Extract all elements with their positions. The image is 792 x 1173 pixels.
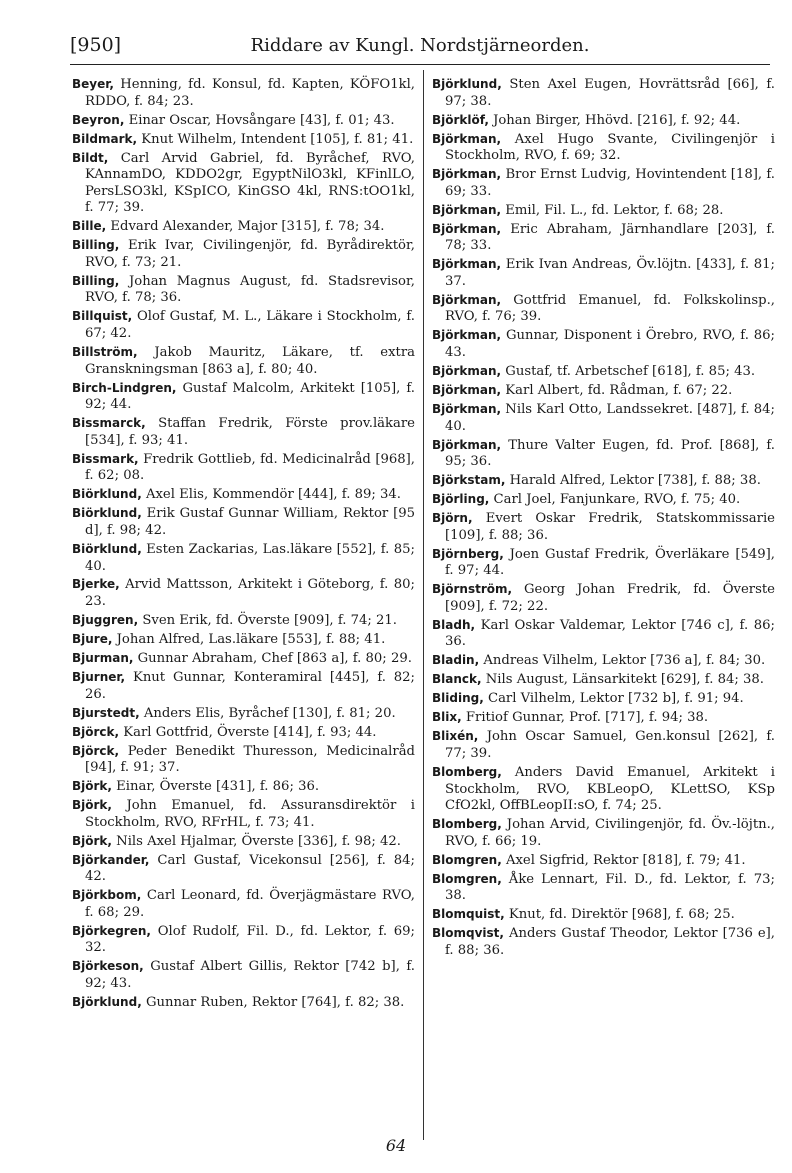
entry-surname: Blomberg, [432,764,502,779]
entry-details: Fritiof Gunnar, Prof. [717], f. 94; 38. [461,710,709,726]
right-column [432,76,775,961]
entry-surname: Billström, [72,345,138,360]
entry-details: Johan Birger, Hhövd. [216], f. 92; 44. [488,112,741,128]
entry-surname: Biörklund, [72,541,142,556]
entry-surname: Björk, [72,833,112,848]
register-entry [432,221,775,255]
register-entry [72,778,415,796]
register-entry [432,363,775,381]
entry-details: Thure Valter Eugen, fd. Prof. [868], f. 95; 36. [445,437,775,470]
entry-surname: Biörklund, [72,506,142,521]
entry-details: Einar, Överste [431], f. 86; 36. [111,779,320,795]
page-number: 64 [385,1136,407,1155]
entry-surname: Beyron, [72,112,125,127]
entry-details: Karl Albert, fd. Rådman, f. 67; 22. [501,383,733,398]
entry-details: Andreas Vilhelm, Lektor [736 a], f. 84; 30. [479,653,766,669]
entry-details: Georg Johan Fredrik, fd. Överste [909], f. 72; 22. [445,582,775,614]
register-entry [432,617,775,651]
register-entry [72,451,415,485]
register-entry [432,491,775,509]
register-entry [72,273,415,307]
register-entry [432,202,775,220]
entry-surname: Björn, [432,511,473,526]
entry-surname: Björklöf, [432,112,489,127]
entry-details: Karl Oskar Valdemar, Lektor [746 c], f. 86; 36. [445,617,775,650]
register-entry [432,925,775,959]
register-entry [432,437,775,471]
register-entry [72,150,415,217]
entry-details: Harald Alfred, Lektor [738], f. 88; 38. [505,473,761,489]
register-entry [432,690,775,708]
register-entry [72,923,415,957]
register-entry [72,994,415,1012]
entry-surname: Blanck, [432,672,482,687]
entry-details: Jakob Mauritz, Läkare, tf. extra Granskningsman [863 a], f. 80; 40. [85,345,415,377]
entry-details: Anders David Emanuel, Arkitekt i Stockholm, RVO, KBLeopO, KLettSO, KSp CfO2kl, OffBLeopII:sO, f. 74; 25. [445,764,775,814]
entry-surname: Bjuggren, [72,613,139,628]
entry-surname: Björkman, [432,292,502,307]
entry-details: Axel Elis, Kommendör [444], f. 89; 34. [141,487,401,503]
register-entry [72,218,415,236]
entry-details: Karl Gottfrid, Överste [414], f. 93; 44. [119,724,377,740]
entry-surname: Biörklund, [72,487,142,502]
entry-surname: Björkegren, [72,923,151,938]
entry-details: Bror Ernst Ludvig, Hovintendent [18], f. 69; 33. [445,167,775,199]
entry-surname: Björk, [72,798,112,813]
register-entry [432,652,775,670]
entry-surname: Björkman, [432,202,502,217]
register-entry [72,76,415,110]
entry-surname: Björkman, [432,383,502,397]
entry-details: Nils Karl Otto, Landssekret. [487], f. 84; 40. [445,401,775,434]
entry-details: Åke Lennart, Fil. D., fd. Lektor, f. 73; 38. [445,871,775,904]
entry-details: Gunnar Abraham, Chef [863 a], f. 80; 29. [133,651,412,667]
register-entry [72,486,415,504]
register-entry [72,505,415,539]
entry-surname: Billing, [72,273,120,288]
entry-surname: Bliding, [432,691,484,706]
entry-details: Nils August, Länsarkitekt [629], f. 84; 38. [481,672,764,688]
entry-details: Knut Gunnar, Konteramiral [445], f. 82; 26. [85,670,415,702]
left-column [72,76,415,1013]
register-entry [72,724,415,742]
register-entry [432,131,775,165]
entry-surname: Björling, [432,492,490,507]
entry-surname: Blix, [432,710,462,725]
register-entry [72,833,415,851]
entry-surname: Blomberg, [432,817,502,832]
register-entry [432,671,775,689]
entry-details: Johan Arvid, Civilingenjör, fd. Öv.-löjtn., RVO, f. 66; 19. [445,817,775,849]
entry-surname: Bildt, [72,150,109,165]
entry-surname: Bjurner, [72,670,126,685]
entry-details: Olof Rudolf, Fil. D., fd. Lektor, f. 69; 32. [85,923,415,956]
entry-surname: Björkman, [432,131,502,146]
entry-surname: Björck, [72,743,120,758]
entry-details: Arvid Mattsson, Arkitekt i Göteborg, f. 80; 23. [85,577,415,610]
entry-surname: Björck, [72,724,120,739]
register-entry [432,871,775,905]
entry-details: Erik Gustaf Gunnar William, Rektor [95 d], f. 98; 42. [85,506,415,538]
entry-surname: Björkman, [432,167,502,182]
entry-details: John Oscar Samuel, Gen.konsul [262], f. 77; 39. [445,729,775,761]
entry-details: Gustaf, tf. Arbetschef [618], f. 85; 43. [501,364,756,380]
entry-details: Carl Vilhelm, Lektor [732 b], f. 91; 94. [483,691,744,707]
entry-surname: Björnberg, [432,546,504,561]
entry-surname: Bladin, [432,653,480,668]
entry-surname: Björkeson, [72,959,144,974]
entry-details: Staffan Fredrik, Förste prov.läkare [534], f. 93; 41. [85,416,415,448]
entry-details: Peder Benedikt Thuresson, Medicinalråd [94], f. 91; 37. [85,743,415,776]
register-entry [72,131,415,149]
register-entry [432,510,775,544]
register-entry [432,112,775,130]
entry-details: Olof Gustaf, M. L., Läkare i Stockholm, f. 67; 42. [85,309,415,342]
register-entry [72,958,415,992]
entry-surname: Bildmark, [72,131,138,146]
entry-surname: Billquist, [72,309,133,324]
entry-details: Knut Wilhelm, Intendent [105], f. 81; 41. [137,131,414,147]
entry-details: Eric Abraham, Järnhandlare [203], f. 78; 33. [445,221,775,254]
entry-details: Erik Ivar, Civilingenjör, fd. Byrådirektör, RVO, f. 73; 21. [85,238,415,270]
register-entry [72,576,415,610]
register-entry [432,816,775,850]
entry-details: Johan Alfred, Las.läkare [553], f. 88; 41. [112,632,386,648]
entry-details: Henning, fd. Konsul, fd. Kapten, KÖFO1kl, RDDO, f. 84; 23. [85,77,415,109]
entry-details: Axel Hugo Svante, Civilingenjör i Stockholm, RVO, f. 69; 32. [445,131,775,164]
entry-surname: Bissmarck, [72,416,146,431]
entry-surname: Bjurstedt, [72,705,140,720]
entry-details: Gottfrid Emanuel, fd. Folkskolinsp., RVO, f. 76; 39. [445,292,775,325]
entry-surname: Beyer, [72,77,114,91]
register-entry [72,743,415,777]
entry-details: Gunnar, Disponent i Örebro, RVO, f. 86; 43. [445,328,775,361]
register-entry [432,472,775,490]
entry-details: Axel Sigfrid, Rektor [818], f. 79; 41. [501,852,746,868]
entry-details: Sten Axel Eugen, Hovrättsråd [66], f. 97; 38. [445,77,775,109]
entry-surname: Björkman, [432,401,502,416]
header-rule [70,64,770,65]
entry-details: Fredrik Gottlieb, fd. Medicinalråd [968], f. 62; 08. [85,451,415,484]
entry-surname: Björkman, [432,257,502,272]
register-entry [432,401,775,435]
entry-surname: Bjurman, [72,651,134,666]
entry-surname: Bjerke, [72,577,120,592]
register-entry [72,541,415,575]
register-entry [432,852,775,870]
entry-surname: Björkman, [432,364,502,379]
entry-surname: Blomqvist, [432,926,504,941]
entry-surname: Björkander, [72,852,150,867]
register-entry [432,327,775,361]
entry-surname: Bille, [72,219,107,234]
entry-details: Anders Elis, Byråchef [130], f. 81; 20. [139,705,396,721]
entry-surname: Blixén, [432,729,479,744]
entry-details: Esten Zackarias, Las.läkare [552], f. 85; 40. [85,541,415,574]
page-reference: [950] [70,34,122,56]
register-entry [72,344,415,378]
entry-details: Carl Arvid Gabriel, fd. Byråchef, RVO, KAnnamDO, KDDO2gr, EgyptNilO3kl, KFinlLO, PersLSO3kl, KSpICO, KinGSO 4kl, RNS:tOO1kl, f. 77; 39. [85,150,415,216]
entry-surname: Björk, [72,779,112,794]
entry-surname: Birch-Lindgren, [72,380,177,395]
entry-surname: Blomgren, [432,871,502,886]
register-entry [432,382,775,400]
entry-details: Anders Gustaf Theodor, Lektor [736 e], f. 88; 36. [445,926,775,958]
register-entry [72,112,415,130]
entry-details: Gunnar Ruben, Rektor [764], f. 82; 38. [141,995,405,1010]
entry-details: Knut, fd. Direktör [968], f. 68; 25. [504,907,735,923]
entry-surname: Björkstam, [432,473,506,488]
entry-surname: Bladh, [432,617,476,632]
register-entry [72,415,415,449]
entry-surname: Bjure, [72,632,113,647]
register-entry [432,709,775,727]
register-entry [432,906,775,924]
entry-details: Evert Oskar Fredrik, Statskommissarie [109], f. 88; 36. [445,511,775,543]
register-entry [72,612,415,630]
register-entry [432,764,775,815]
entry-surname: Bissmark, [72,451,139,466]
entry-surname: Blomquist, [432,907,505,922]
entry-details: Einar Oscar, Hovsångare [43], f. 01; 43. [124,112,395,128]
register-entry [72,797,415,831]
entry-surname: Blomgren, [432,852,502,867]
register-entry [432,581,775,615]
entry-surname: Björkman, [432,221,502,236]
entry-details: Emil, Fil. L., fd. Lektor, f. 68; 28. [501,202,724,218]
entry-details: Gustaf Albert Gillis, Rektor [742 b], f. 92; 43. [85,959,415,992]
register-entry [72,705,415,723]
entry-details: Gustaf Malcolm, Arkitekt [105], f. 92; 44. [85,380,415,413]
entry-details: Carl Leonard, fd. Överjägmästare RVO, f. 68; 29. [85,888,415,920]
entry-surname: Björkman, [432,437,502,452]
register-entry [72,308,415,342]
entry-details: Edvard Alexander, Major [315], f. 78; 34. [106,219,385,235]
register-entry [432,728,775,762]
entry-details: John Emanuel, fd. Assuransdirektör i Stockholm, RVO, RFrHL, f. 73; 41. [85,798,415,830]
register-entry [72,887,415,921]
register-entry [432,292,775,326]
register-entry [432,256,775,290]
entry-details: Johan Magnus August, fd. Stadsrevisor, RVO, f. 78; 36. [85,273,415,306]
entry-surname: Björnström, [432,582,513,597]
entry-surname: Björkman, [432,328,502,343]
entry-details: Joen Gustaf Fredrik, Överläkare [549], f. 97; 44. [445,546,775,579]
entry-surname: Björklund, [72,995,142,1009]
register-entry [72,852,415,886]
register-entry [72,631,415,649]
register-entry [432,76,775,110]
entry-details: Nils Axel Hjalmar, Överste [336], f. 98; 42. [111,833,402,849]
entry-details: Erik Ivan Andreas, Öv.löjtn. [433], f. 81; 37. [445,257,775,289]
register-entry [72,380,415,414]
entry-surname: Björklund, [432,77,502,91]
register-entry [72,650,415,668]
running-title: Riddare av Kungl. Nordstjärneorden. [250,35,590,56]
entry-details: Carl Gustaf, Vicekonsul [256], f. 84; 42. [85,852,415,885]
register-entry [432,546,775,580]
entry-surname: Billing, [72,238,120,253]
register-entry [72,237,415,271]
column-divider [423,70,424,1140]
register-entry [72,669,415,703]
entry-details: Carl Joel, Fanjunkare, RVO, f. 75; 40. [489,492,741,508]
page-header [70,34,770,60]
entry-details: Sven Erik, fd. Överste [909], f. 74; 21. [138,613,397,629]
entry-surname: Björkbom, [72,888,142,903]
register-entry [432,166,775,200]
